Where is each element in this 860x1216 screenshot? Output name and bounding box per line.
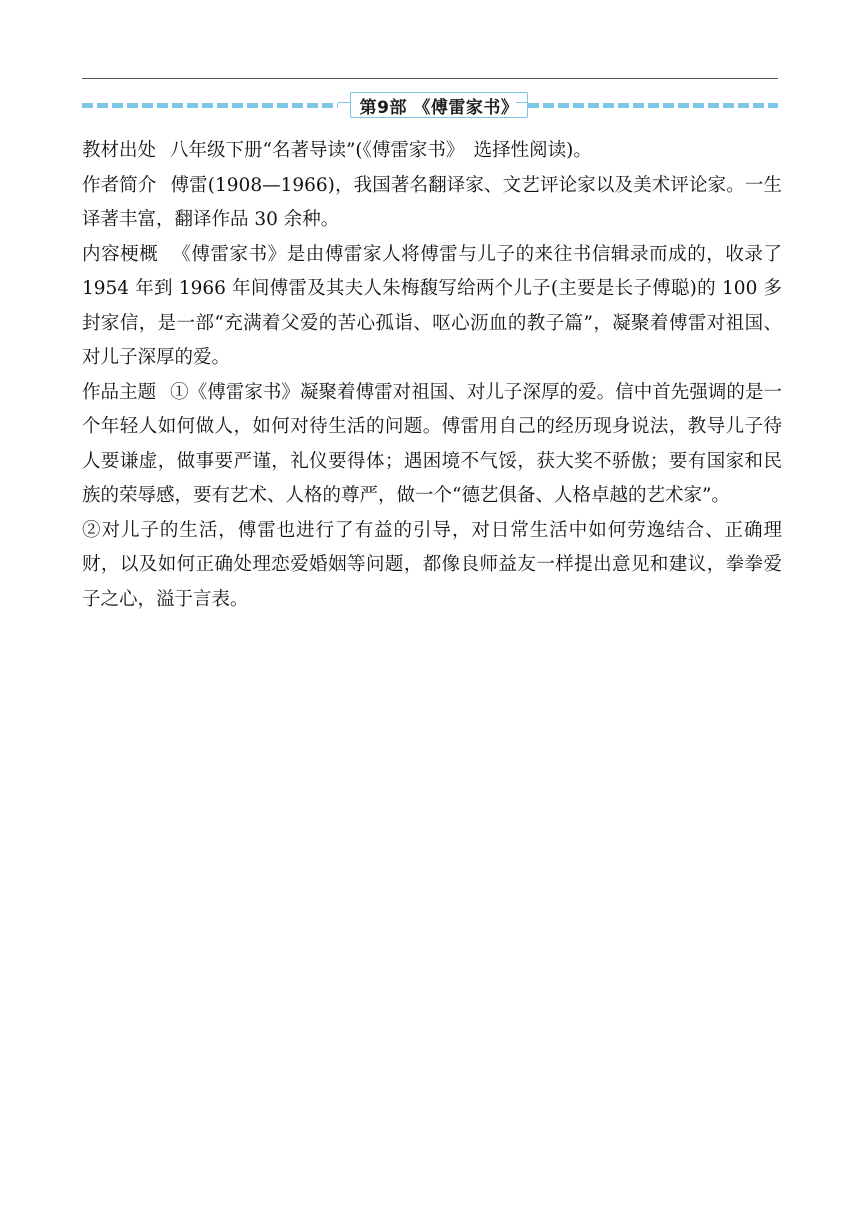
source-text: 八年级下册“名著导读”(《傅雷家书》 选择性阅读)。 bbox=[170, 140, 592, 161]
author-text: 傅雷(1908—1966)，我国著名翻译家、文艺评论家以及美术评论家。一生译著丰富，翻译作品 30 余种。 bbox=[82, 174, 782, 230]
author-paragraph bbox=[82, 169, 782, 238]
summary-paragraph bbox=[82, 238, 782, 376]
theme-text-2: ②对儿子的生活，傅雷也进行了有益的引导，对日常生活中如何劳逸结合、正确理财，以及如何正确处理恋爱婚姻等问题，都像良师益友一样提出意见和建议，拳拳爱子之心，溢于言表。 bbox=[82, 519, 782, 610]
theme-text: ①《傅雷家书》凝聚着傅雷对祖国、对儿子深厚的爱。信中首先强调的是一个年轻人如何做人，如何对待生活的问题。傅雷用自己的经历现身说法，教导儿子待人要谦虚，做事要严谨，礼仪要得体；遇困境不气馁，获大奖不骄傲；要有国家和民族的荣辱感，要有艺术、人格的尊严，做一个“德艺俱备、人格卓越的艺术家”。 bbox=[82, 381, 782, 506]
summary-label: 内容梗概 bbox=[82, 243, 159, 265]
theme-paragraph-2 bbox=[82, 514, 782, 618]
content-body bbox=[82, 134, 782, 617]
top-rule bbox=[82, 78, 778, 79]
author-label: 作者简介 bbox=[82, 174, 157, 196]
banner-dash-left bbox=[82, 103, 338, 108]
summary-text: 《傅雷家书》是由傅雷家人将傅雷与儿子的来往书信辑录而成的，收录了 1954 年到 1966 年间傅雷及其夫人朱梅馥写给两个儿子(主要是长子傅聪)的 100 多封家信，是一部“充满着父爱的苦心孤诣、呕心沥血的教子篇”，凝聚着傅雷对祖国、对儿子深厚的爱。 bbox=[82, 243, 782, 368]
section-banner bbox=[82, 92, 778, 118]
theme-label: 作品主题 bbox=[82, 381, 157, 403]
section-title-box bbox=[350, 92, 528, 118]
banner-dash-right bbox=[528, 103, 778, 108]
theme-paragraph bbox=[82, 376, 782, 514]
section-title: 第9部 《傅雷家书》 bbox=[359, 97, 519, 118]
source-label: 教材出处 bbox=[82, 140, 157, 161]
source-paragraph bbox=[82, 134, 782, 169]
